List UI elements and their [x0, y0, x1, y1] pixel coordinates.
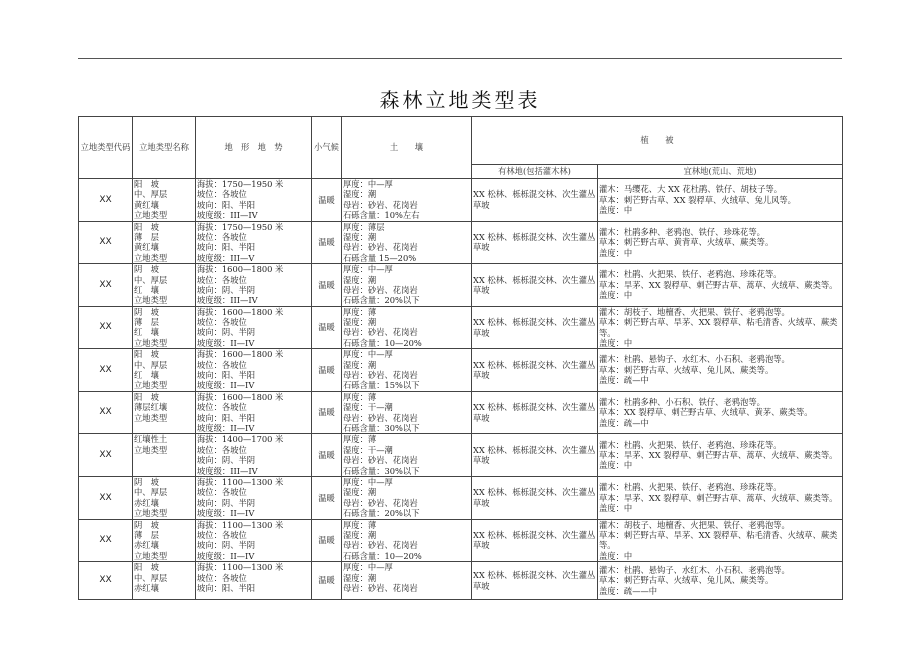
- forest-cell: XX 松林、栎栎混交林、次生灌丛草坡: [472, 477, 598, 520]
- terrain-cell: [196, 434, 312, 477]
- header-open-land: 宜林地(荒山、荒地): [598, 165, 843, 179]
- soil-line: 湿度：干—潮: [343, 444, 393, 455]
- table-row: [79, 221, 843, 264]
- terrain-line: 坡向：阳、半阳: [197, 199, 256, 210]
- forest-cell: XX 松林、栎栎混交林、次生灌丛草坡: [472, 306, 598, 349]
- open-land-line: 草本：旱茅、XX 裂稃草、刺芒野古草、蒿草、火绒草、蕨类等。: [599, 492, 838, 503]
- site-code-cell: XX: [79, 391, 133, 434]
- soil-line: 母岩：砂岩、花岗岩: [343, 582, 418, 593]
- soil-line: 石砾含量：30%以下: [343, 423, 420, 434]
- soil-line: 厚度：中—厚: [343, 562, 393, 573]
- table-row: [79, 519, 843, 562]
- soil-line: 湿度：潮: [343, 487, 377, 498]
- soil-line: 母岩：砂岩、花岗岩: [343, 284, 418, 295]
- terrain-line: 海拔：1600—1800 米: [197, 349, 284, 360]
- open-land-line: 盖度：疏—中: [599, 417, 649, 428]
- terrain-line: 坡向：阳、半阳: [197, 582, 256, 593]
- open-land-line: 灌木：杜鹃、火把果、铁仔、老鸦泡、珍珠花等。: [599, 269, 782, 280]
- type-name-cell: [133, 391, 196, 434]
- climate-cell: 温暖: [312, 434, 342, 477]
- open-land-line: 灌木：马缨花、大 XX 花杜鹃、铁仔、胡枝子等。: [599, 184, 783, 195]
- header-soil: 土 壤: [342, 117, 472, 179]
- terrain-cell: [196, 221, 312, 264]
- open-land-line: 草本：刺芒野古草、XX 裂稃草、火绒草、兔儿风等。: [599, 194, 796, 205]
- site-code-cell: XX: [79, 519, 133, 562]
- open-land-line: 盖度：疏——中: [599, 585, 658, 596]
- terrain-line: 海拔：1100—1300 米: [197, 519, 284, 530]
- terrain-line: 海拔：1100—1300 米: [197, 562, 284, 573]
- type-name-line: 阳 坡: [134, 221, 159, 232]
- header-terrain: 地 形 地 势: [196, 117, 312, 179]
- open-land-line: 灌木：杜鹃、火把果、铁仔、老鸦泡、珍珠花等。: [599, 482, 782, 493]
- open-land-cell: [598, 221, 843, 264]
- terrain-line: 海拔：1100—1300 米: [197, 477, 284, 487]
- climate-cell: 温暖: [312, 391, 342, 434]
- site-code-cell: XX: [79, 179, 133, 222]
- climate-cell: 温暖: [312, 349, 342, 392]
- type-name-cell: [133, 221, 196, 264]
- terrain-line: 坡位：各坡位: [197, 231, 247, 242]
- soil-line: 母岩：砂岩、花岗岩: [343, 370, 418, 381]
- soil-line: 厚度：薄: [343, 306, 377, 317]
- site-type-table: [78, 116, 843, 600]
- type-name-line: 立地类型: [134, 337, 168, 348]
- open-land-cell: [598, 349, 843, 392]
- open-land-cell: [598, 264, 843, 307]
- terrain-line: 坡度级：III—IV: [197, 465, 258, 476]
- forest-cell: XX 松林、栎栎混交林、次生灌丛草坡: [472, 264, 598, 307]
- soil-line: 厚度：中—厚: [343, 477, 393, 487]
- table-row: [79, 391, 843, 434]
- terrain-cell: [196, 391, 312, 434]
- type-name-cell: [133, 349, 196, 392]
- forest-cell: XX 松林、栎栎混交林、次生灌丛草坡: [472, 391, 598, 434]
- type-name-line: 阳 坡: [134, 179, 159, 189]
- terrain-cell: [196, 179, 312, 222]
- type-name-line: 赤红壤: [134, 540, 159, 551]
- type-name-line: 立地类型: [134, 508, 168, 519]
- soil-line: 母岩：砂岩、花岗岩: [343, 412, 418, 423]
- header-rule: [78, 58, 842, 59]
- terrain-line: 坡度级：III—IV: [197, 295, 258, 306]
- type-name-line: 立地类型: [134, 380, 168, 391]
- soil-line: 湿度：干—潮: [343, 402, 393, 413]
- type-name-line: 阳 坡: [134, 349, 159, 360]
- soil-line: 湿度：潮: [343, 231, 377, 242]
- type-name-line: 红壤性土: [134, 434, 168, 445]
- terrain-line: 坡位：各坡位: [197, 487, 247, 498]
- type-name-line: 红 壤: [134, 370, 159, 381]
- type-name-line: 立地类型: [134, 295, 168, 306]
- terrain-line: 坡向：阳、半阳: [197, 370, 256, 381]
- soil-line: 石砾含量：10—20%: [343, 550, 422, 561]
- terrain-line: 海拔：1400—1700 米: [197, 434, 284, 445]
- type-name-line: 红 壤: [134, 284, 159, 295]
- table-row: [79, 264, 843, 307]
- soil-line: 厚度：薄层: [343, 221, 385, 232]
- open-land-line: 灌木：杜鹃多种、老鸦泡、铁仔、珍珠花等。: [599, 226, 765, 237]
- terrain-line: 坡向：阴、半阴: [197, 455, 256, 466]
- header-vegetation: 植 被: [472, 117, 843, 165]
- header-climate: 小气候: [312, 117, 342, 179]
- open-land-line: 灌木：胡枝子、地檀香、火把果、铁仔、老鸦泡等。: [599, 306, 790, 317]
- type-name-line: 立地类型: [134, 210, 168, 221]
- open-land-line: 灌木：杜鹃、悬钩子、水红木、小石积、老鸦泡等。: [599, 565, 790, 576]
- forest-cell: XX 松林、栎栎混交林、次生灌丛草坡: [472, 349, 598, 392]
- open-land-line: 盖度：中: [599, 550, 633, 561]
- type-name-line: 阴 坡: [134, 519, 159, 530]
- terrain-line: 坡向：阴、半阴: [197, 497, 256, 508]
- type-name-cell: [133, 434, 196, 477]
- terrain-line: 坡度级：II—IV: [197, 423, 255, 434]
- open-land-cell: [598, 562, 843, 600]
- soil-line: 厚度：薄: [343, 434, 377, 445]
- soil-line: 石砾含量：15%以下: [343, 380, 420, 391]
- open-land-line: 灌木：杜鹃、悬钩子、水红木、小石积、老鸦泡等。: [599, 354, 790, 365]
- terrain-line: 坡向：阳、半阳: [197, 412, 256, 423]
- open-land-line: 草本：XX 裂稃草、刺芒野古草、火绒草、黄茅、蕨类等。: [599, 407, 813, 418]
- type-name-line: 中、厚层: [134, 572, 168, 583]
- soil-line: 石砾含量 15—20%: [343, 252, 417, 263]
- type-name-cell: [133, 519, 196, 562]
- type-name-line: 中、厚层: [134, 487, 168, 498]
- terrain-line: 坡位：各坡位: [197, 444, 247, 455]
- site-code-cell: XX: [79, 349, 133, 392]
- soil-line: 母岩：砂岩、花岗岩: [343, 242, 418, 253]
- type-name-line: 黄红壤: [134, 242, 159, 253]
- site-code-cell: XX: [79, 434, 133, 477]
- type-name-line: 中、厚层: [134, 359, 168, 370]
- climate-cell: 温暖: [312, 221, 342, 264]
- terrain-line: 坡位：各坡位: [197, 359, 247, 370]
- type-name-line: 薄 层: [134, 529, 159, 540]
- terrain-line: 坡向：阴、半阴: [197, 327, 256, 338]
- soil-line: 石砾含量：30%以下: [343, 465, 420, 476]
- soil-cell: [342, 306, 472, 349]
- forest-cell: XX 松林、栎栎混交林、次生灌丛草坡: [472, 562, 598, 600]
- type-name-line: 红 壤: [134, 327, 159, 338]
- open-land-cell: [598, 519, 843, 562]
- type-name-line: 黄红壤: [134, 199, 159, 210]
- soil-cell: [342, 391, 472, 434]
- climate-cell: 温暖: [312, 519, 342, 562]
- soil-line: 石砾含量：10%左右: [343, 210, 420, 221]
- terrain-cell: [196, 477, 312, 520]
- soil-line: 厚度：中—厚: [343, 179, 393, 189]
- terrain-line: 坡度级：II—IV: [197, 550, 255, 561]
- terrain-line: 坡度级：III—V: [197, 252, 255, 263]
- open-land-line: 灌木：杜鹃、火把果、铁仔、老鸦泡、珍珠花等。: [599, 439, 782, 450]
- terrain-cell: [196, 264, 312, 307]
- type-name-line: 阴 坡: [134, 306, 159, 317]
- terrain-line: 坡度级：III—IV: [197, 210, 258, 221]
- climate-cell: 温暖: [312, 477, 342, 520]
- soil-cell: [342, 179, 472, 222]
- terrain-line: 坡向：阳、半阳: [197, 242, 256, 253]
- terrain-line: 海拔：1600—1800 米: [197, 306, 284, 317]
- type-name-line: 中、厚层: [134, 274, 168, 285]
- forest-cell: XX 松林、栎栎混交林、次生灌丛草坡: [472, 179, 598, 222]
- open-land-line: 灌木：杜鹃多种、小石积、铁仔、老鸦泡等。: [599, 397, 765, 408]
- forest-cell: XX 松林、栎栎混交林、次生灌丛草坡: [472, 221, 598, 264]
- terrain-cell: [196, 519, 312, 562]
- soil-line: 湿度：潮: [343, 529, 377, 540]
- terrain-line: 坡位：各坡位: [197, 274, 247, 285]
- type-name-line: 中、厚层: [134, 189, 168, 200]
- open-land-line: 盖度：中: [599, 337, 633, 348]
- open-land-line: 盖度：中: [599, 204, 633, 215]
- header-type-name: 立地类型名称: [133, 117, 196, 179]
- climate-cell: 温暖: [312, 306, 342, 349]
- table-row: [79, 434, 843, 477]
- type-name-line: 阳 坡: [134, 391, 159, 402]
- soil-cell: [342, 349, 472, 392]
- climate-cell: 温暖: [312, 264, 342, 307]
- terrain-line: 海拔：1600—1800 米: [197, 391, 284, 402]
- soil-line: 母岩：砂岩、花岗岩: [343, 327, 418, 338]
- open-land-cell: [598, 477, 843, 520]
- terrain-line: 坡位：各坡位: [197, 572, 247, 583]
- soil-line: 湿度：潮: [343, 359, 377, 370]
- terrain-line: 坡位：各坡位: [197, 317, 247, 328]
- type-name-line: 立地类型: [134, 252, 168, 263]
- open-land-line: 盖度：中: [599, 247, 633, 258]
- soil-cell: [342, 264, 472, 307]
- type-name-line: 立地类型: [134, 444, 168, 455]
- type-name-line: 薄 层: [134, 231, 159, 242]
- table-row: [79, 306, 843, 349]
- open-land-cell: [598, 434, 843, 477]
- type-name-cell: [133, 179, 196, 222]
- type-name-cell: [133, 477, 196, 520]
- soil-line: 湿度：潮: [343, 572, 377, 583]
- header-forest: 有林地(包括灌木林): [472, 165, 598, 179]
- table-row: [79, 349, 843, 392]
- terrain-line: 海拔：1750—1950 米: [197, 221, 284, 232]
- climate-cell: 温暖: [312, 562, 342, 600]
- type-name-line: 薄层红壤: [134, 402, 168, 413]
- soil-line: 母岩：砂岩、花岗岩: [343, 455, 418, 466]
- site-code-cell: XX: [79, 562, 133, 600]
- soil-line: 湿度：潮: [343, 189, 377, 200]
- open-land-cell: [598, 179, 843, 222]
- soil-line: 母岩：砂岩、花岗岩: [343, 497, 418, 508]
- soil-line: 厚度：薄: [343, 519, 377, 530]
- soil-line: 石砾含量：10—20%: [343, 337, 422, 348]
- terrain-line: 海拔：1600—1800 米: [197, 264, 284, 275]
- open-land-line: 盖度：中: [599, 290, 633, 301]
- table-row: [79, 477, 843, 520]
- type-name-line: 立地类型: [134, 412, 168, 423]
- type-name-line: 立地类型: [134, 550, 168, 561]
- open-land-line: 草本：刺芒野古草、旱茅、XX 裂稃草、粘毛清香、火绒草、蕨类等。: [599, 317, 838, 338]
- open-land-line: 盖度：疏—中: [599, 375, 649, 386]
- site-code-cell: XX: [79, 477, 133, 520]
- terrain-line: 坡向：阴、半阴: [197, 284, 256, 295]
- soil-cell: [342, 562, 472, 600]
- terrain-line: 坡度级：II—IV: [197, 337, 255, 348]
- soil-line: 母岩：砂岩、花岗岩: [343, 540, 418, 551]
- page-title: 森林立地类型表: [379, 88, 541, 112]
- terrain-cell: [196, 349, 312, 392]
- soil-line: 湿度：潮: [343, 317, 377, 328]
- soil-line: 厚度：中—厚: [343, 349, 393, 360]
- open-land-line: 盖度：中: [599, 502, 633, 513]
- soil-cell: [342, 221, 472, 264]
- open-land-line: 盖度：中: [599, 460, 633, 471]
- type-name-line: 阴 坡: [134, 264, 159, 275]
- type-name-line: 赤红壤: [134, 582, 159, 593]
- type-name-cell: [133, 562, 196, 600]
- soil-line: 石砾含量：20%以下: [343, 295, 420, 306]
- soil-line: 母岩：砂岩、花岗岩: [343, 199, 418, 210]
- site-code-cell: XX: [79, 221, 133, 264]
- terrain-cell: [196, 562, 312, 600]
- soil-line: 厚度：中—厚: [343, 264, 393, 275]
- type-name-line: 薄 层: [134, 317, 159, 328]
- terrain-line: 坡度级：II—IV: [197, 380, 255, 391]
- terrain-line: 坡向：阴、半阴: [197, 540, 256, 551]
- open-land-cell: [598, 306, 843, 349]
- header-code: 立地类型代码: [79, 117, 133, 179]
- soil-cell: [342, 477, 472, 520]
- forest-cell: XX 松林、栎栎混交林、次生灌丛草坡: [472, 519, 598, 562]
- terrain-cell: [196, 306, 312, 349]
- soil-line: 石砾含量：20%以下: [343, 508, 420, 519]
- terrain-line: 坡度级：II—IV: [197, 508, 255, 519]
- soil-line: 湿度：潮: [343, 274, 377, 285]
- soil-line: 厚度：薄: [343, 391, 377, 402]
- climate-cell: 温暖: [312, 179, 342, 222]
- terrain-line: 坡位：各坡位: [197, 402, 247, 413]
- site-code-cell: XX: [79, 306, 133, 349]
- open-land-line: 草本：旱茅、XX 裂稃草、刺芒野古草、蒿草、火绒草、蕨类等。: [599, 279, 838, 290]
- type-name-line: 阴 坡: [134, 477, 159, 487]
- open-land-line: 草本：旱茅、XX 裂稃草、刺芒野古草、蒿草、火绒草、蕨类等。: [599, 450, 838, 461]
- open-land-line: 灌木：胡枝子、地檀香、火把果、铁仔、老鸦泡等。: [599, 519, 790, 530]
- open-land-line: 草本：刺芒野古草、火绒草、兔儿风、蕨类等。: [599, 575, 774, 586]
- terrain-line: 海拔：1750—1950 米: [197, 179, 284, 189]
- forest-cell: XX 松林、栎栎混交林、次生灌丛草坡: [472, 434, 598, 477]
- type-name-line: 赤红壤: [134, 497, 159, 508]
- site-code-cell: XX: [79, 264, 133, 307]
- table-row: [79, 562, 843, 600]
- table-row: [79, 179, 843, 222]
- type-name-line: 阳 坡: [134, 562, 159, 573]
- open-land-line: 草本：刺芒野古草、黄背草、火绒草、蕨类等。: [599, 237, 774, 248]
- type-name-cell: [133, 306, 196, 349]
- open-land-cell: [598, 391, 843, 434]
- type-name-cell: [133, 264, 196, 307]
- terrain-line: 坡位：各坡位: [197, 529, 247, 540]
- terrain-line: 坡位：各坡位: [197, 189, 247, 200]
- open-land-line: 草本：刺芒野古草、旱茅、XX 裂稃草、粘毛清香、火绒草、蕨类等。: [599, 529, 838, 551]
- soil-cell: [342, 519, 472, 562]
- soil-cell: [342, 434, 472, 477]
- open-land-line: 草本：刺芒野古草、火绒草、兔儿风、蕨类等。: [599, 364, 774, 375]
